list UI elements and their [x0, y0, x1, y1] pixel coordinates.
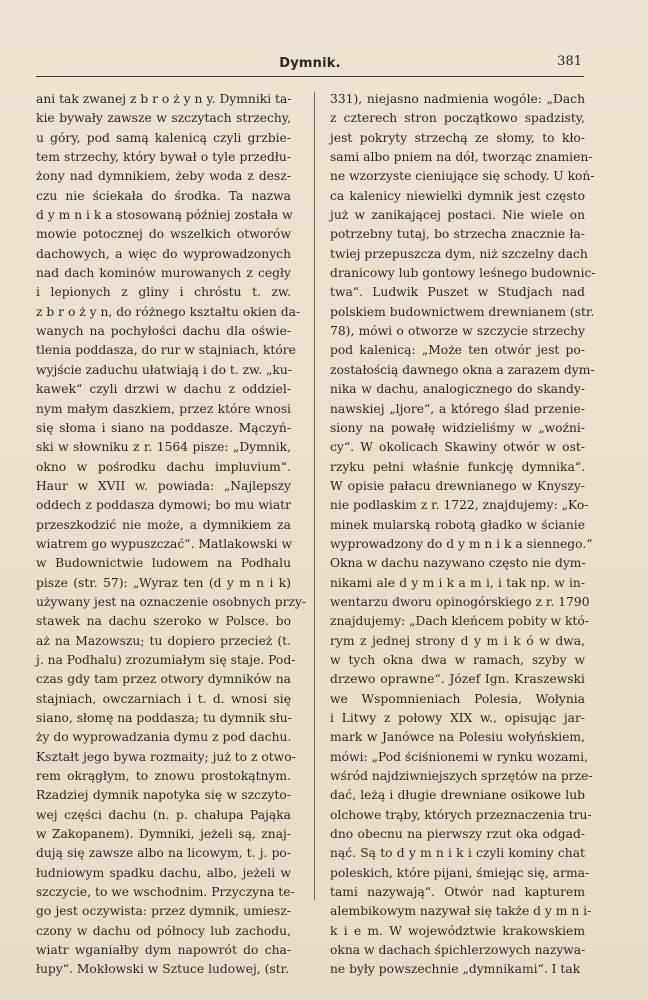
running-head [36, 52, 584, 82]
text-line: dachowych, a więc do wyprowadzonych [36, 246, 291, 261]
text-line: mowie potocznej do wszelkich otworów [36, 227, 291, 242]
text-line: kawek“ czyli drzwi w dachu z oddziel- [36, 382, 291, 397]
text-line: dranicowy lub gontowy leśnego budownic- [330, 266, 596, 281]
text-line: czu nie ściekała do środka. Ta nazwa [36, 188, 291, 203]
text-line: wyprowadzony do d y m n i k a siennego.“ [330, 536, 593, 551]
page-title: Dymnik. [279, 56, 341, 71]
text-line: tami nazywają“. Otwór nad kapturem [330, 885, 585, 900]
left-text-column [36, 90, 307, 980]
text-line: rym z jednej strony d y m i k ó w dwa, [330, 633, 585, 648]
text-line: d y m n i k a stosowaną później została w [36, 208, 293, 223]
page-number: 381 [557, 54, 582, 69]
text-line: w Zakopanem). Dymniki, jeżeli są, znaj- [36, 827, 291, 842]
text-line: potrzebny tutaj, bo strzecha znacznie ła- [330, 227, 585, 242]
text-line: okna w dachach śpichlerzowych nazywa- [330, 943, 586, 958]
text-line: znajdujemy: „Dach kleńcem pobity w któ- [330, 614, 589, 629]
text-line: dać, leżą i długie drewniane osikowe lub [330, 788, 585, 803]
text-line: zostałością dawnego okna a zarazem dym- [330, 362, 595, 377]
text-line: przeszkodzić nie może, a dymnikiem za [36, 517, 291, 532]
text-line: nie podlaskim z r. 1722, znajdujemy: „Ko- [330, 498, 589, 513]
text-line: twiej przepuszcza dym, niż szczelny dach [330, 246, 588, 261]
text-line: mówi: „Pod ściśnionemi w rynku wozami, [330, 749, 589, 764]
text-line: czony w dachu od północy lub zachodu, [36, 923, 291, 938]
text-line: w tych okna dwa w ramach, szyby w [330, 652, 585, 667]
text-line: pod kalenicą: „Może ten otwór jest po- [330, 343, 585, 358]
text-line: poleskich, które pijani, śmiejąc się, arma- [330, 865, 590, 880]
text-line: ani tak zwanej z b r o ż y n y. Dymniki ta- [36, 92, 292, 106]
text-line: nad dach kominów murowanych z cegły [36, 266, 291, 281]
text-line: kie bywały zawsze w szczytach strzechy, [36, 111, 291, 126]
text-line: wej części dachu (n. p. chałupa Pająka [36, 807, 291, 822]
text-line: Rzadziej dymnik napotyka się w szczyto- [36, 788, 291, 803]
text-line: dują się zawsze albo na licowym, t. j. po- [36, 846, 291, 861]
text-line: minek mularską robotą gładko w ścianie [330, 517, 585, 532]
text-line: nawskiej „ljore“, a którego ślad przenie- [330, 401, 585, 416]
text-line: tem strzechy, który bywał o tyle przedłu- [36, 150, 291, 165]
text-line: żony nad dymnikiem, żeby woda z desz- [36, 169, 291, 184]
text-line: tlenia poddasza, do rur w stajniach, które [36, 343, 296, 358]
right-text-column [330, 90, 596, 980]
text-line: wśród najdziwniejszych sprzętów na prze- [330, 769, 593, 784]
text-line: rem okrągłym, to znowu prostokątnym. [36, 769, 291, 784]
text-line: łupy“. Mokłowski w Sztuce ludowej, (str. [36, 962, 290, 977]
text-line: stawek na dachu szeroko w Polsce. bo [36, 614, 291, 629]
text-line: u góry, pod samą kalenicą czyli grzbie- [36, 130, 291, 145]
text-line: Haur w XVII w. powiada: „Najlepszy [36, 478, 291, 493]
text-line: drzewo oprawne“. Józef Ign. Kraszewski [330, 672, 585, 687]
text-line: i Litwy z połowy XIX w., opisując jar- [330, 711, 585, 725]
text-line: dno obecnu na pierwszy rzut oka odgad- [330, 827, 585, 842]
text-line: jest pokryty strzechą ze słomy, to kło- [330, 130, 585, 145]
text-line: nąć. Są to d y m n i k i czyli kominy chat [330, 846, 585, 861]
text-line: siano, słomę na poddasza; tu dymnik słu- [36, 711, 292, 725]
text-line: sami albo pniem na dół, tworząc znamien- [330, 150, 593, 165]
text-line: W opisie pałacu drewnianego w Knyszy- [330, 478, 585, 493]
text-line: rzyku pełni właśnie funkcję dymnika“. [330, 459, 585, 474]
text-line: Okna w dachu nazywano często nie dym- [330, 556, 586, 571]
text-line: mark w Janówce na Polesiu wołyńskiem, [330, 730, 585, 745]
text-line: polskiem budownictwem drewnianem (str. [330, 304, 595, 319]
text-line: aż na Mazowszu; tu dopiero przecież (t. [36, 633, 291, 648]
text-line: wanych na pochyłości dachu dla oświe- [36, 324, 291, 339]
text-line: nika w dachu, analogicznego do skandy- [330, 382, 585, 397]
text-line: go jest oczywista: przez dymnik, umiesz- [36, 904, 291, 919]
text-line: twa“. Ludwik Puszet w Studjach nad [330, 285, 585, 300]
text-line: z b r o ż y n, do różnego kształtu okien da- [36, 304, 301, 319]
text-line: już w zanikającej postaci. Nie wiele on [330, 208, 585, 223]
text-line: 331), niejasno nadmienia wogóle: „Dach [330, 92, 585, 106]
text-line: pisze (str. 57): „Wyraz ten (d y m n i k) [36, 575, 291, 590]
text-line: k i e m. W województwie krakowskiem [330, 923, 585, 938]
text-line: wyjście zaduchu ułatwiają i do t. zw. „ku- [36, 362, 292, 377]
text-line: czas gdy tam przez otwory dymników na [36, 672, 291, 687]
text-line: wiatr wganiałby dym napowrót do cha- [36, 943, 291, 958]
text-line: używany jest na oznaczenie osobnych przy- [36, 594, 307, 609]
text-line: ca kalenicy niewielki dymnik jest często [330, 188, 585, 203]
text-line: siony na powałę widzieliśmy w „woźni- [330, 420, 585, 435]
text-line: cy“. W okolicach Skawiny otwór w ost- [330, 440, 585, 455]
text-line: ży do wyprowadzania dymu z pod dachu. [36, 730, 292, 745]
text-line: i lepionych z gliny i chróstu t. zw. [36, 285, 291, 300]
text-line: łudniowym spadku dachu, albo, jeżeli w [36, 865, 291, 880]
text-line: j. na Podhalu) zrozumiałym się staje. Pod- [36, 652, 296, 667]
text-line: okno w pośrodku dachu impluvium“. [36, 459, 291, 474]
text-line: wentarzu dworu opinogórskiego z r. 1790 [330, 594, 590, 609]
text-line: oddech z poddasza dymowi; bo mu wiatr [36, 498, 291, 513]
text-line: ne były powszechnie „dymnikami“. I tak [330, 962, 581, 977]
text-line: alembikowym nazywał się także d y m n i- [330, 904, 592, 919]
text-line: w Budownictwie ludowem na Podhalu [36, 556, 291, 571]
header-rule [36, 76, 584, 77]
text-line: się słoma i siano na poddasze. Mączyń- [36, 420, 291, 435]
text-line: we Wspomnieniach Polesia, Wołynia [330, 691, 585, 706]
text-line: ski w słowniku z r. 1564 pisze: „Dymnik, [36, 440, 291, 455]
text-line: ne wzorzyste cieniujące się schody. U koń- [330, 169, 595, 184]
text-line: Kształt jego bywa rozmaity; już to z otwo- [36, 749, 296, 764]
text-line: nikami ale d y m i k a m i, i tak np. w in- [330, 575, 585, 590]
text-line: 78), mówi o otworze w szczycie strzechy [330, 324, 585, 339]
text-line: stajniach, owczarniach i t. d. wnosi się [36, 691, 291, 706]
text-line: nym małym daszkiem, przez które wnosi [36, 401, 291, 416]
text-line: wiatrem go wypuszczać“. Matlakowski w [36, 536, 293, 551]
text-line: olchowe trąby, których przeznaczenia tru- [330, 807, 592, 822]
text-line: szczycie, to we wschodnim. Przyczyna te- [36, 885, 295, 900]
column-divider [314, 92, 315, 900]
text-line: z czterech stron początkowo spadzisty, [330, 111, 585, 126]
